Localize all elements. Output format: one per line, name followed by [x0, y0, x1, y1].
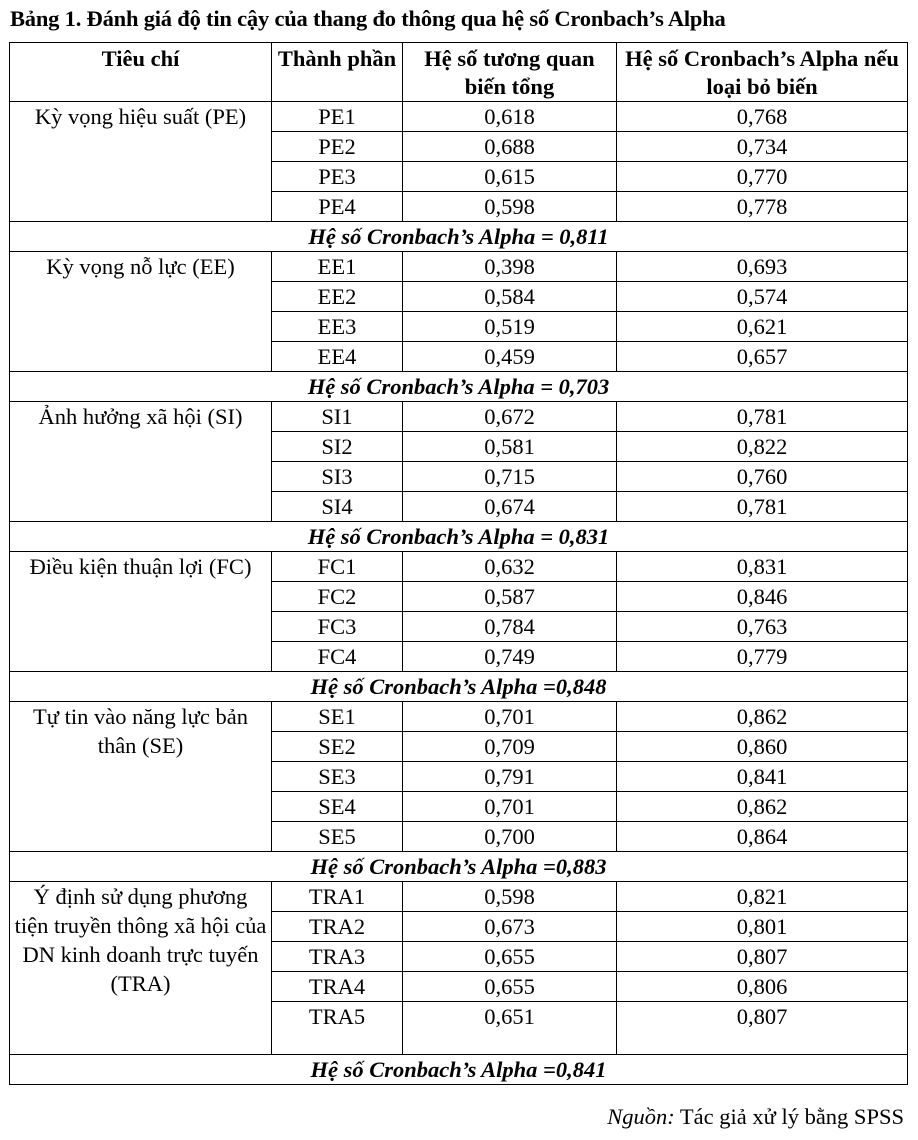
item-total-correlation-cell: 0,701 [403, 792, 617, 822]
table-row [10, 882, 908, 912]
alpha-if-deleted-cell: 0,807 [617, 942, 908, 972]
item-total-correlation-cell: 0,618 [403, 102, 617, 132]
alpha-if-deleted-cell: 0,781 [617, 402, 908, 432]
item-total-correlation-cell: 0,701 [403, 702, 617, 732]
alpha-if-deleted-cell: 0,862 [617, 702, 908, 732]
alpha-if-deleted-cell: 0,860 [617, 732, 908, 762]
component-cell: SI4 [272, 492, 403, 522]
criterion-cell: Kỳ vọng hiệu suất (PE) [10, 102, 272, 222]
component-cell: EE2 [272, 282, 403, 312]
item-total-correlation-cell: 0,709 [403, 732, 617, 762]
item-total-correlation-cell: 0,598 [403, 192, 617, 222]
component-cell: SE3 [272, 762, 403, 792]
item-total-correlation-cell: 0,632 [403, 552, 617, 582]
alpha-if-deleted-cell: 0,781 [617, 492, 908, 522]
table-body [10, 102, 908, 1085]
component-cell: PE1 [272, 102, 403, 132]
item-total-correlation-cell: 0,715 [403, 462, 617, 492]
table-row [10, 552, 908, 582]
component-cell: TRA1 [272, 882, 403, 912]
alpha-if-deleted-cell: 0,734 [617, 132, 908, 162]
item-total-correlation-cell: 0,791 [403, 762, 617, 792]
reliability-table [9, 42, 908, 1085]
item-total-correlation-cell: 0,700 [403, 822, 617, 852]
summary-row [10, 852, 908, 882]
component-cell: EE4 [272, 342, 403, 372]
alpha-if-deleted-cell: 0,862 [617, 792, 908, 822]
source-label: Nguồn: [607, 1104, 675, 1129]
component-cell: SI1 [272, 402, 403, 432]
item-total-correlation-cell: 0,581 [403, 432, 617, 462]
component-cell: FC4 [272, 642, 403, 672]
source-text: Tác giả xử lý bằng SPSS [679, 1104, 904, 1129]
alpha-if-deleted-cell: 0,621 [617, 312, 908, 342]
item-total-correlation-cell: 0,655 [403, 942, 617, 972]
alpha-if-deleted-cell: 0,763 [617, 612, 908, 642]
component-cell: EE1 [272, 252, 403, 282]
alpha-if-deleted-cell: 0,821 [617, 882, 908, 912]
component-cell: TRA3 [272, 942, 403, 972]
criterion-cell: Điều kiện thuận lợi (FC) [10, 552, 272, 672]
item-total-correlation-cell: 0,688 [403, 132, 617, 162]
item-total-correlation-cell: 0,673 [403, 912, 617, 942]
cronbach-alpha-summary: Hệ số Cronbach’s Alpha = 0,811 [10, 222, 908, 252]
summary-row [10, 522, 908, 552]
table-row [10, 402, 908, 432]
alpha-if-deleted-cell: 0,846 [617, 582, 908, 612]
criterion-cell: Ý định sử dụng phương tiện truyền thông xã hội của DN kinh doanh trực tuyến (TRA) [10, 882, 272, 1055]
component-cell: FC2 [272, 582, 403, 612]
component-cell: SI3 [272, 462, 403, 492]
table-row [10, 102, 908, 132]
criterion-cell: Tự tin vào năng lực bản thân (SE) [10, 702, 272, 852]
alpha-if-deleted-cell: 0,831 [617, 552, 908, 582]
item-total-correlation-cell: 0,615 [403, 162, 617, 192]
component-cell: PE2 [272, 132, 403, 162]
alpha-if-deleted-cell: 0,770 [617, 162, 908, 192]
alpha-if-deleted-cell: 0,760 [617, 462, 908, 492]
item-total-correlation-cell: 0,655 [403, 972, 617, 1002]
header-row [10, 43, 908, 102]
item-total-correlation-cell: 0,651 [403, 1002, 617, 1055]
item-total-correlation-cell: 0,784 [403, 612, 617, 642]
component-cell: FC1 [272, 552, 403, 582]
summary-row [10, 372, 908, 402]
table-row [10, 252, 908, 282]
alpha-if-deleted-cell: 0,778 [617, 192, 908, 222]
component-cell: SI2 [272, 432, 403, 462]
alpha-if-deleted-cell: 0,806 [617, 972, 908, 1002]
cronbach-alpha-summary: Hệ số Cronbach’s Alpha =0,883 [10, 852, 908, 882]
item-total-correlation-cell: 0,598 [403, 882, 617, 912]
alpha-if-deleted-cell: 0,779 [617, 642, 908, 672]
source-note [607, 1104, 904, 1130]
summary-row [10, 1055, 908, 1085]
component-cell: SE4 [272, 792, 403, 822]
item-total-correlation-cell: 0,398 [403, 252, 617, 282]
component-cell: SE1 [272, 702, 403, 732]
component-cell: SE2 [272, 732, 403, 762]
summary-row [10, 672, 908, 702]
item-total-correlation-cell: 0,587 [403, 582, 617, 612]
item-total-correlation-cell: 0,519 [403, 312, 617, 342]
cronbach-alpha-summary: Hệ số Cronbach’s Alpha = 0,703 [10, 372, 908, 402]
component-cell: TRA5 [272, 1002, 403, 1055]
criterion-cell: Ảnh hưởng xã hội (SI) [10, 402, 272, 522]
item-total-correlation-cell: 0,672 [403, 402, 617, 432]
cronbach-alpha-summary: Hệ số Cronbach’s Alpha = 0,831 [10, 522, 908, 552]
header-alpha-if-deleted: Hệ số Cronbach’s Alpha nếu loại bỏ biến [617, 43, 908, 102]
item-total-correlation-cell: 0,459 [403, 342, 617, 372]
component-cell: EE3 [272, 312, 403, 342]
table-row [10, 702, 908, 732]
component-cell: TRA4 [272, 972, 403, 1002]
component-cell: PE4 [272, 192, 403, 222]
alpha-if-deleted-cell: 0,864 [617, 822, 908, 852]
component-cell: FC3 [272, 612, 403, 642]
component-cell: TRA2 [272, 912, 403, 942]
alpha-if-deleted-cell: 0,841 [617, 762, 908, 792]
alpha-if-deleted-cell: 0,801 [617, 912, 908, 942]
item-total-correlation-cell: 0,749 [403, 642, 617, 672]
alpha-if-deleted-cell: 0,693 [617, 252, 908, 282]
alpha-if-deleted-cell: 0,822 [617, 432, 908, 462]
summary-row [10, 222, 908, 252]
component-cell: PE3 [272, 162, 403, 192]
criterion-cell: Kỳ vọng nỗ lực (EE) [10, 252, 272, 372]
alpha-if-deleted-cell: 0,657 [617, 342, 908, 372]
header-criterion: Tiêu chí [10, 43, 272, 102]
table-title: Bảng 1. Đánh giá độ tin cậy của thang đo thông qua hệ số Cronbach’s Alpha [10, 6, 726, 31]
item-total-correlation-cell: 0,584 [403, 282, 617, 312]
header-item-total-correlation: Hệ số tương quan biến tổng [403, 43, 617, 102]
alpha-if-deleted-cell: 0,807 [617, 1002, 908, 1055]
header-component: Thành phần [272, 43, 403, 102]
alpha-if-deleted-cell: 0,574 [617, 282, 908, 312]
cronbach-alpha-summary: Hệ số Cronbach’s Alpha =0,848 [10, 672, 908, 702]
item-total-correlation-cell: 0,674 [403, 492, 617, 522]
component-cell: SE5 [272, 822, 403, 852]
cronbach-alpha-summary: Hệ số Cronbach’s Alpha =0,841 [10, 1055, 908, 1085]
alpha-if-deleted-cell: 0,768 [617, 102, 908, 132]
